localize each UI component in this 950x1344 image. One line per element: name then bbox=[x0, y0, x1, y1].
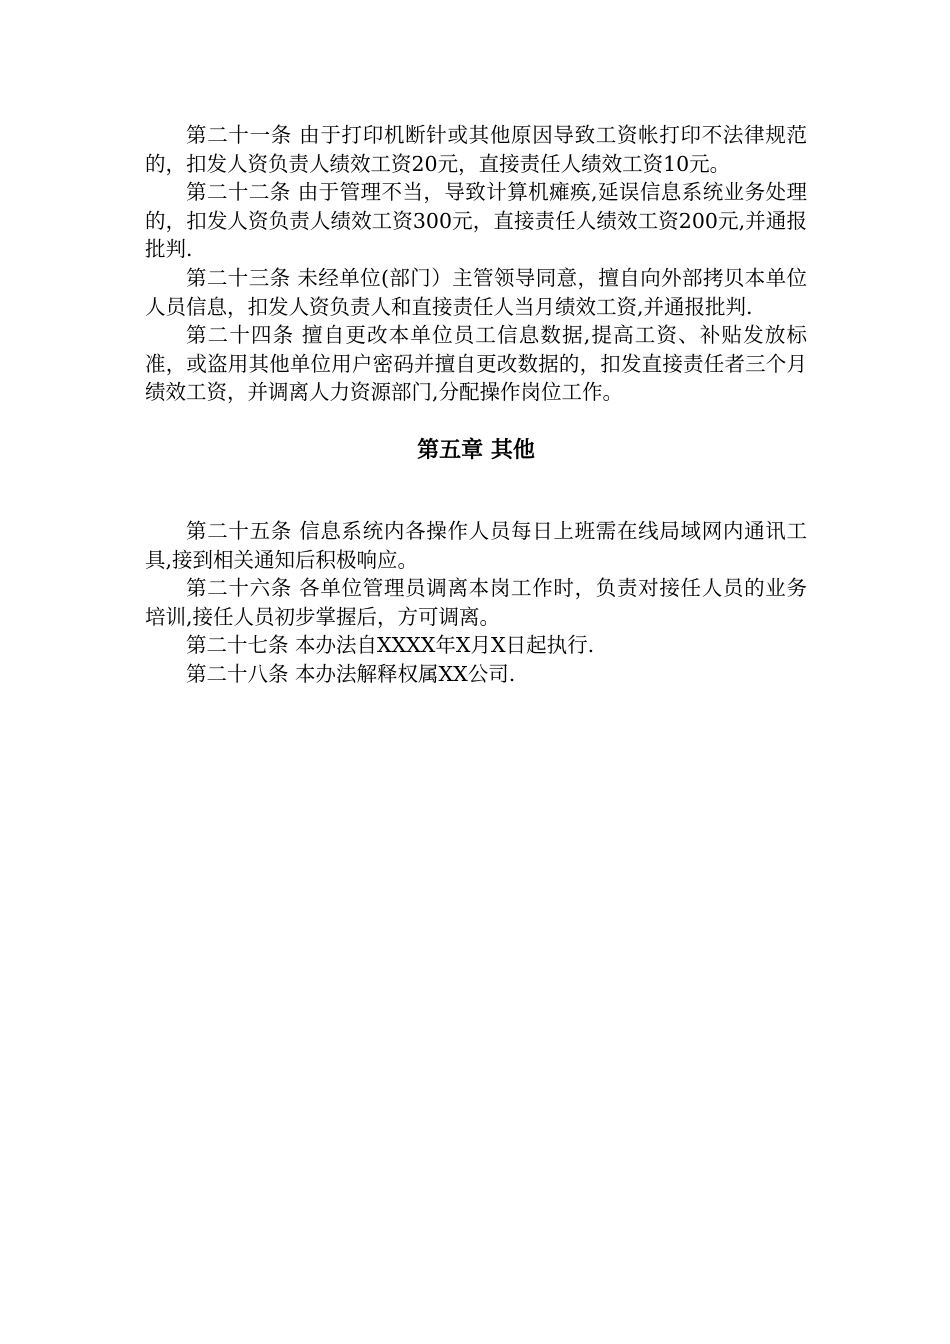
chapter-five-title: 第五章 其他 bbox=[417, 437, 535, 463]
chapter-five-body bbox=[145, 517, 807, 689]
chapter-four-tail bbox=[145, 121, 807, 407]
article-23: 第二十三条 未经单位(部门）主管领导同意，擅自向外部拷贝本单位人员信息，扣发人资负责人和直接责任人当月绩效工资,并通报批判. bbox=[145, 265, 807, 319]
article-27: 第二十七条 本办法自XXXX年X月X日起执行. bbox=[186, 633, 595, 658]
document-page bbox=[145, 121, 807, 689]
article-24: 第二十四条 擅自更改本单位员工信息数据,提高工资、补贴发放标准，或盗用其他单位用户密码并擅自更改数据的，扣发直接责任者三个月绩效工资，并调离人力资源部门,分配操作岗位工作。 bbox=[145, 323, 807, 405]
article-25: 第二十五条 信息系统内各操作人员每日上班需在线局域网内通讯工具,接到相关通知后积极响应。 bbox=[145, 518, 807, 572]
article-22: 第二十二条 由于管理不当，导致计算机瘫痪,延误信息系统业务处理的，扣发人资负责人绩效工资300元，直接责任人绩效工资200元,并通报批判. bbox=[145, 180, 807, 262]
article-21: 第二十一条 由于打印机断针或其他原因导致工资帐打印不法律规范的，扣发人资负责人绩效工资20元，直接责任人绩效工资10元。 bbox=[145, 123, 807, 176]
article-28: 第二十八条 本办法解释权属XX公司. bbox=[186, 661, 516, 686]
article-26: 第二十六条 各单位管理员调离本岗工作时，负责对接任人员的业务培训,接任人员初步掌握后，方可调离。 bbox=[145, 576, 807, 629]
